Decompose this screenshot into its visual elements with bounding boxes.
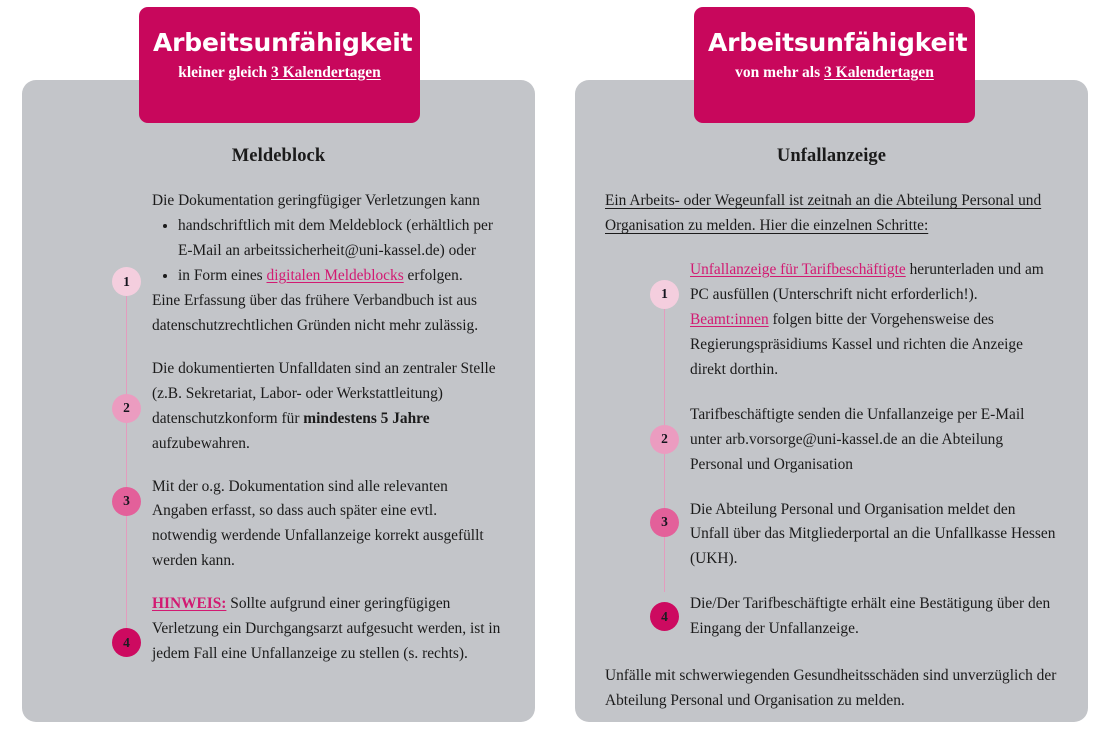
step1-bullet-2-pre: in Form eines <box>178 266 267 284</box>
outro-text-unfallanzeige: Unfälle mit schwerwiegenden Gesundheitsschäden sind unverzüglich der Abteilung Personal und Organisation zu melden. <box>605 667 1057 710</box>
step-number-1: 1 <box>661 286 668 302</box>
timeline-meldeblock <box>52 189 505 667</box>
badge-subtitle-right <box>708 64 961 83</box>
step-marker-4 <box>112 628 141 657</box>
step-number-4: 4 <box>123 634 130 650</box>
step-marker-1 <box>650 280 679 309</box>
spacer <box>605 245 1058 258</box>
badge-sub-prefix-right: von mehr als <box>735 63 825 81</box>
step-body-2: Tarifbeschäftigte senden die Unfallanzeige per E-Mail unter arb.vorsorge@uni-kassel.de an die Abteilung Personal und Organisation <box>690 405 1025 473</box>
step-marker-3 <box>650 508 679 537</box>
step1-mid: herunterladen und am PC ausfüllen (Unterschrift nicht erforderlich!). <box>690 260 1044 303</box>
badge-arbeitsunfaehigkeit-lang <box>694 7 975 123</box>
panel-meldeblock <box>22 80 535 722</box>
intro-text-unfallanzeige: Ein Arbeits- oder Wegeunfall ist zeitnah an die Abteilung Personal und Organisation zu melden. Hier die einzelnen Schritte: <box>605 192 1042 234</box>
step-body-2 <box>152 357 505 457</box>
step-marker-4 <box>650 602 679 631</box>
step4-text: Sollte aufgrund einer geringfügigen Verletzung ein Durchgangsarzt aufgesucht werden, ist in jedem Fall eine Unfallanzeige zu stellen (s. rechts). <box>152 595 501 663</box>
link-hinweis[interactable]: HINWEIS: <box>152 595 227 613</box>
step-marker-2 <box>650 425 679 454</box>
step-number-4: 4 <box>661 608 668 624</box>
panel-unfallanzeige-content <box>575 80 1088 714</box>
step-body-3: Die Abteilung Personal und Organisation meldet den Unfall über das Mitgliederportal an die Unfallkasse Hessen (UKH). <box>690 500 1056 568</box>
step-marker-3 <box>112 487 141 516</box>
step2-post: aufzubewahren. <box>152 434 250 452</box>
panel-unfallanzeige <box>575 80 1088 722</box>
step-number-3: 3 <box>661 514 668 530</box>
step-body-3: Mit der o.g. Dokumentation sind alle relevanten Angaben erfasst, so dass auch später eine evtl. notwendig werdende Unfallanzeige korrekt ausgefüllt werden kann. <box>152 477 484 570</box>
link-beamtinnen[interactable]: Beamt:innen <box>690 310 769 328</box>
link-digitaler-meldeblock[interactable]: digitalen Meldeblocks <box>266 266 404 284</box>
timeline-step-3 <box>605 498 1058 573</box>
step-number-3: 3 <box>123 493 130 509</box>
timeline-step-2 <box>605 403 1058 478</box>
step-body-1 <box>690 258 1058 383</box>
step-number-2: 2 <box>661 431 668 447</box>
step1-lead: Die Dokumentation geringfügiger Verletzungen kann <box>152 192 480 209</box>
timeline-unfallanzeige <box>605 258 1058 642</box>
step-marker-2 <box>112 394 141 423</box>
badge-title-left: Arbeitsunfähigkeit <box>153 28 413 57</box>
step-body-4: Die/Der Tarifbeschäftigte erhält eine Bestätigung über den Eingang der Unfallanzeige. <box>690 595 1051 638</box>
badge-arbeitsunfaehigkeit-kurz <box>139 7 420 123</box>
page-title-meldeblock: Meldeblock <box>231 146 326 166</box>
step-number-2: 2 <box>123 400 130 416</box>
step-body-1 <box>152 189 505 339</box>
badge-sub-link-left: 3 Kalendertagen <box>270 63 381 81</box>
badge-sub-prefix-left: kleiner gleich <box>178 63 271 81</box>
page-title-unfallanzeige: Unfallanzeige <box>776 146 887 166</box>
step2-pre: Die dokumentierten Unfalldaten sind an zentraler Stelle (z.B. Sekretariat, Labor- oder Werkstattleitung) datenschutzkonform für <box>152 359 496 427</box>
step1-tail: folgen bitte der Vorgehensweise des Regierungspräsidiums Kassel und richten die Anzeige direkt dorthin. <box>690 310 1023 378</box>
step1-bullet-list <box>152 214 505 289</box>
badge-title-right: Arbeitsunfähigkeit <box>708 28 968 57</box>
timeline-step-1 <box>52 189 505 339</box>
step1-bullet-2-post: erfolgen. <box>403 266 463 284</box>
timeline-step-3 <box>52 475 505 575</box>
step-marker-1 <box>112 267 141 296</box>
panel-meldeblock-content <box>22 80 535 667</box>
badge-sub-link-right: 3 Kalendertagen <box>824 63 934 81</box>
timeline-step-1 <box>605 258 1058 383</box>
step2-bold: mindestens 5 Jahre <box>303 409 430 427</box>
step1-bullet-1: • handschriftlich mit dem Meldeblock (erhältlich per E-Mail an arbeitssicherheit@uni-kassel.de) oder <box>178 214 505 264</box>
step1-tail: Eine Erfassung über das frühere Verbandbuch ist aus datenschutzrechtlichen Gründen nicht mehr zulässig. <box>152 291 479 334</box>
step-body-4 <box>152 592 505 667</box>
timeline-step-4 <box>605 592 1058 642</box>
step1-bullet-2 <box>178 264 505 289</box>
link-unfallanzeige-tarifbeschaeftigte[interactable]: Unfallanzeige für Tarifbeschäftigte <box>690 260 906 278</box>
timeline-step-4 <box>52 592 505 667</box>
step-number-1: 1 <box>123 273 130 289</box>
timeline-step-2 <box>52 357 505 457</box>
badge-subtitle-left <box>153 64 406 83</box>
